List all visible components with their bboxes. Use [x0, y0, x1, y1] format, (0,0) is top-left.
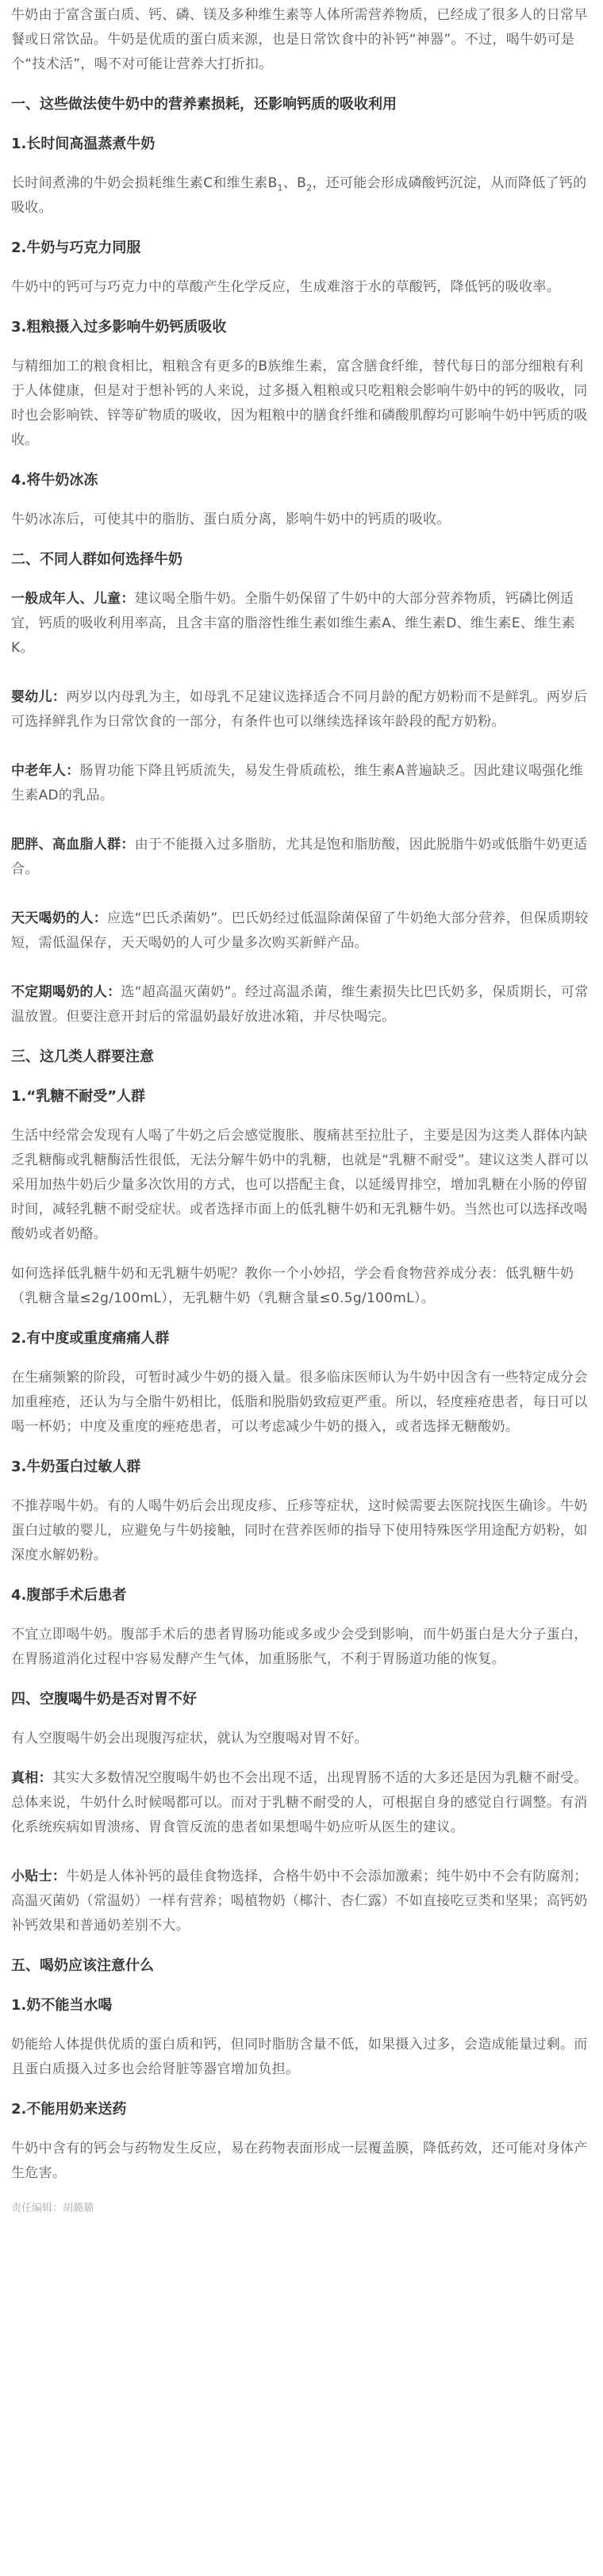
group-label: 中老年人： — [11, 763, 80, 779]
truth-label: 真相： — [11, 1770, 52, 1786]
truth-paragraph — [11, 1766, 592, 1840]
section-2-title: 二、不同人群如何选择牛奶 — [11, 551, 182, 568]
s1-paragraph-1 — [11, 171, 592, 220]
group-item — [11, 833, 592, 882]
s5-heading-2: 2.不能用奶来送药 — [11, 2101, 127, 2118]
tip-text: 牛奶是人体补钙的最佳食物选择，合格牛奶中不会添加激素；纯牛奶中不会有防腐剂；高温灭菌奶（常温奶）一样有营养；喝植物奶（椰汁、杏仁露）不如直接吃豆类和坚果；高钙奶补钙效果和普通奶差别不大。 — [11, 1869, 588, 1934]
s3-paragraph-1: 生活中经常会发现有人喝了牛奶之后会感觉腹胀、腹痛甚至拉肚子，主要是因为这类人群体内缺乏乳糖酶或乳糖酶活性很低，无法分解牛奶中的乳糖，也就是“乳糖不耐受”。建议这类人群可以采用加热牛奶后少量多次饮用的方式，也可以搭配主食，以延缓胃排空，增加乳糖在小肠的停留时间，减轻乳糖不耐受症状。或者选择市面上的低乳糖牛奶和无乳糖牛奶。当然也可以选择改喝酸奶或者奶酪。 — [11, 1128, 589, 1242]
tip-label: 小贴士： — [11, 1869, 67, 1884]
s1-heading-4: 4.将牛奶冰冻 — [11, 472, 98, 489]
group-text: 应选“巴氏杀菌奶”。巴氏奶经过低温除菌保留了牛奶绝大部分营养，但保质期较短，需低温保存，天天喝奶的人可少量多次购买新鲜产品。 — [11, 910, 589, 951]
group-label: 婴幼儿： — [11, 689, 67, 705]
section-4-title: 四、空腹喝牛奶是否对胃不好 — [11, 1691, 197, 1708]
editor-credit: 责任编辑：胡璐璐 — [11, 2202, 94, 2214]
subscript-1: 1 — [277, 182, 283, 194]
s5-heading-1: 1.奶不能当水喝 — [11, 1997, 113, 2014]
group-label: 不定期喝奶的人： — [11, 984, 121, 1000]
s3-heading-3: 3.牛奶蛋白过敏人群 — [11, 1459, 141, 1475]
s3-paragraph-3: 不推荐喝牛奶。有的人喝牛奶后会出现皮疹、丘疹等症状，这时候需要去医院找医生确诊。牛奶蛋白过敏的婴儿，应避免与牛奶接触，同时在营养医师的指导下使用特殊医学用途配方奶粉，如深度水解奶粉。 — [11, 1498, 588, 1563]
section-5-title: 五、喝奶应该注意什么 — [11, 1957, 154, 1974]
s1-paragraph-4: 牛奶冰冻后，可使其中的脂肪、蛋白质分离，影响牛奶中的钙质的吸收。 — [11, 512, 451, 527]
subscript-2: 2 — [306, 182, 313, 194]
group-text: 两岁以内母乳为主，如母乳不足建议选择适合不同月龄的配方奶粉而不是鲜乳。两岁后可选择鲜乳作为日常饮食的一部分，有条件也可以继续选择该年龄段的配方奶粉。 — [11, 689, 588, 730]
group-item — [11, 980, 592, 1029]
s3-paragraph-2: 在生痛频繁的阶段，可暂时减少牛奶的摄入量。很多临床医师认为牛奶中因含有一些特定成分会加重痤疮，还认为与全脂牛奶相比，低脂和脱脂奶致痘更严重。所以，轻度痤疮患者，每日可以喝一杯奶；中度及重度的痤疮患者，可以考虑减少牛奶的摄入，或者选择无糖酸奶。 — [11, 1370, 588, 1435]
s1-p1-text-c: ，还可能会形成磷酸钙沉淀，从而降低了钙的吸收。 — [11, 175, 587, 216]
s4-paragraph-1: 有人空腹喝牛奶会出现腹泻症状，就认为空腹喝对胃不好。 — [11, 1731, 368, 1746]
s5-paragraph-1: 奶能给人体提供优质的蛋白质和钙，但同时脂肪含量不低，如果摄入过多，会造成能量过剩。而且蛋白质摄入过多也会给肾脏等器官增加负担。 — [11, 2037, 588, 2077]
s1-paragraph-2: 牛奶中的钙可与巧克力中的草酸产生化学反应，生成难溶于水的草酸钙，降低钙的吸收率。 — [11, 279, 560, 295]
group-text: 肠胃功能下降且钙质流失，易发生骨质疏松，维生素A普遍缺乏。因此建议喝强化维生素AD的乳品。 — [11, 763, 584, 803]
group-item — [11, 907, 592, 956]
truth-text: 其实大多数情况空腹喝牛奶也不会出现不适，出现胃肠不适的大多还是因为乳糖不耐受。总体来说，牛奶什么时候喝都可以。而对于乳糖不耐受的人，可根据自身的感觉自行调整。有消化系统疾病如胃溃疡、胃食管反流的患者如果想喝牛奶应听从医生的建议。 — [11, 1770, 588, 1835]
s3-paragraph-1b: 如何选择低乳糖牛奶和无乳糖牛奶呢？教你一个小妙招，学会看食物营养成分表：低乳糖牛奶（乳糖含量≤2g/100mL），无乳糖牛奶（乳糖含量≤0.5g/100mL）。 — [11, 1266, 574, 1306]
s1-p1-text: 长时间煮沸的牛奶会损耗维生素C和维生素B — [11, 175, 278, 191]
section-3-title: 三、这几类人群要注意 — [11, 1048, 154, 1065]
group-label: 一般成年人、儿童： — [11, 591, 135, 607]
s3-heading-1: 1.“乳糖不耐受”人群 — [11, 1088, 146, 1105]
s1-p1-text-b: 、B — [282, 175, 307, 191]
section-1-title: 一、这些做法使牛奶中的营养素损耗，还影响钙质的吸收利用 — [11, 96, 397, 113]
group-text: 由于不能摄入过多脂肪，尤其是饱和脂肪酸，因此脱脂牛奶或低脂牛奶更适合。 — [11, 837, 588, 877]
intro-paragraph: 牛奶由于富含蛋白质、钙、磷、镁及多种维生素等人体所需营养物质，已经成了很多人的日常早餐或日常饮品。牛奶是优质的蛋白质来源，也是日常饮食中的补钙“神器”。不过，喝牛奶可是个“技术活”，喝不对可能让营养大打折扣。 — [11, 7, 588, 72]
group-label: 肥胖、高血脂人群： — [11, 837, 135, 853]
group-text: 选“超高温灭菌奶”。经过高温杀菌，维生素损失比巴氏奶多，保质期长，可常温放置。但要注意开封后的常温奶最好放进冰箱，并尽快喝完。 — [11, 984, 589, 1025]
group-text: 建议喝全脂牛奶。全脂牛奶保留了牛奶中的大部分营养物质，钙磷比例适宜，钙质的吸收利用率高，且含丰富的脂溶性维生素如维生素A、维生素D、维生素E、维生素K。 — [11, 591, 576, 656]
s3-heading-2: 2.有中度或重度痛痛人群 — [11, 1330, 170, 1347]
tip-paragraph — [11, 1865, 592, 1938]
s1-paragraph-3: 与精细加工的粮食相比，粗粮含有更多的B族维生素，富含膳食纤维，替代每日的部分细粮有利于人体健康，但是对于想补钙的人来说，过多摄入粗粮或只吃粗粮会影响牛奶中的钙的吸收，同时也会影响铁、锌等矿物质的吸收，因为粗粮中的膳食纤维和磷酸肌醇均可影响牛奶中钙质的吸收。 — [11, 358, 588, 448]
s1-heading-3: 3.粗粮摄入过多影响牛奶钙质吸收 — [11, 319, 227, 335]
s3-paragraph-4: 不宜立即喝牛奶。腹部手术后的患者胃肠功能或多或少会受到影响，而牛奶蛋白是大分子蛋白，在胃肠道消化过程中容易发酵产生气体，加重肠胀气，不利于胃肠道功能的恢复。 — [11, 1627, 588, 1667]
group-item — [11, 759, 592, 808]
s5-paragraph-2: 牛奶中含有的钙会与药物发生反应，易在药物表面形成一层覆盖膜，降低药效，还可能对身体产生危害。 — [11, 2141, 588, 2181]
group-item — [11, 587, 592, 661]
group-label: 天天喝奶的人： — [11, 910, 108, 926]
s1-heading-1: 1.长时间高温蒸煮牛奶 — [11, 136, 156, 152]
group-item — [11, 685, 592, 734]
s3-heading-4: 4.腹部手术后患者 — [11, 1587, 127, 1604]
s1-heading-2: 2.牛奶与巧克力同服 — [11, 240, 141, 256]
